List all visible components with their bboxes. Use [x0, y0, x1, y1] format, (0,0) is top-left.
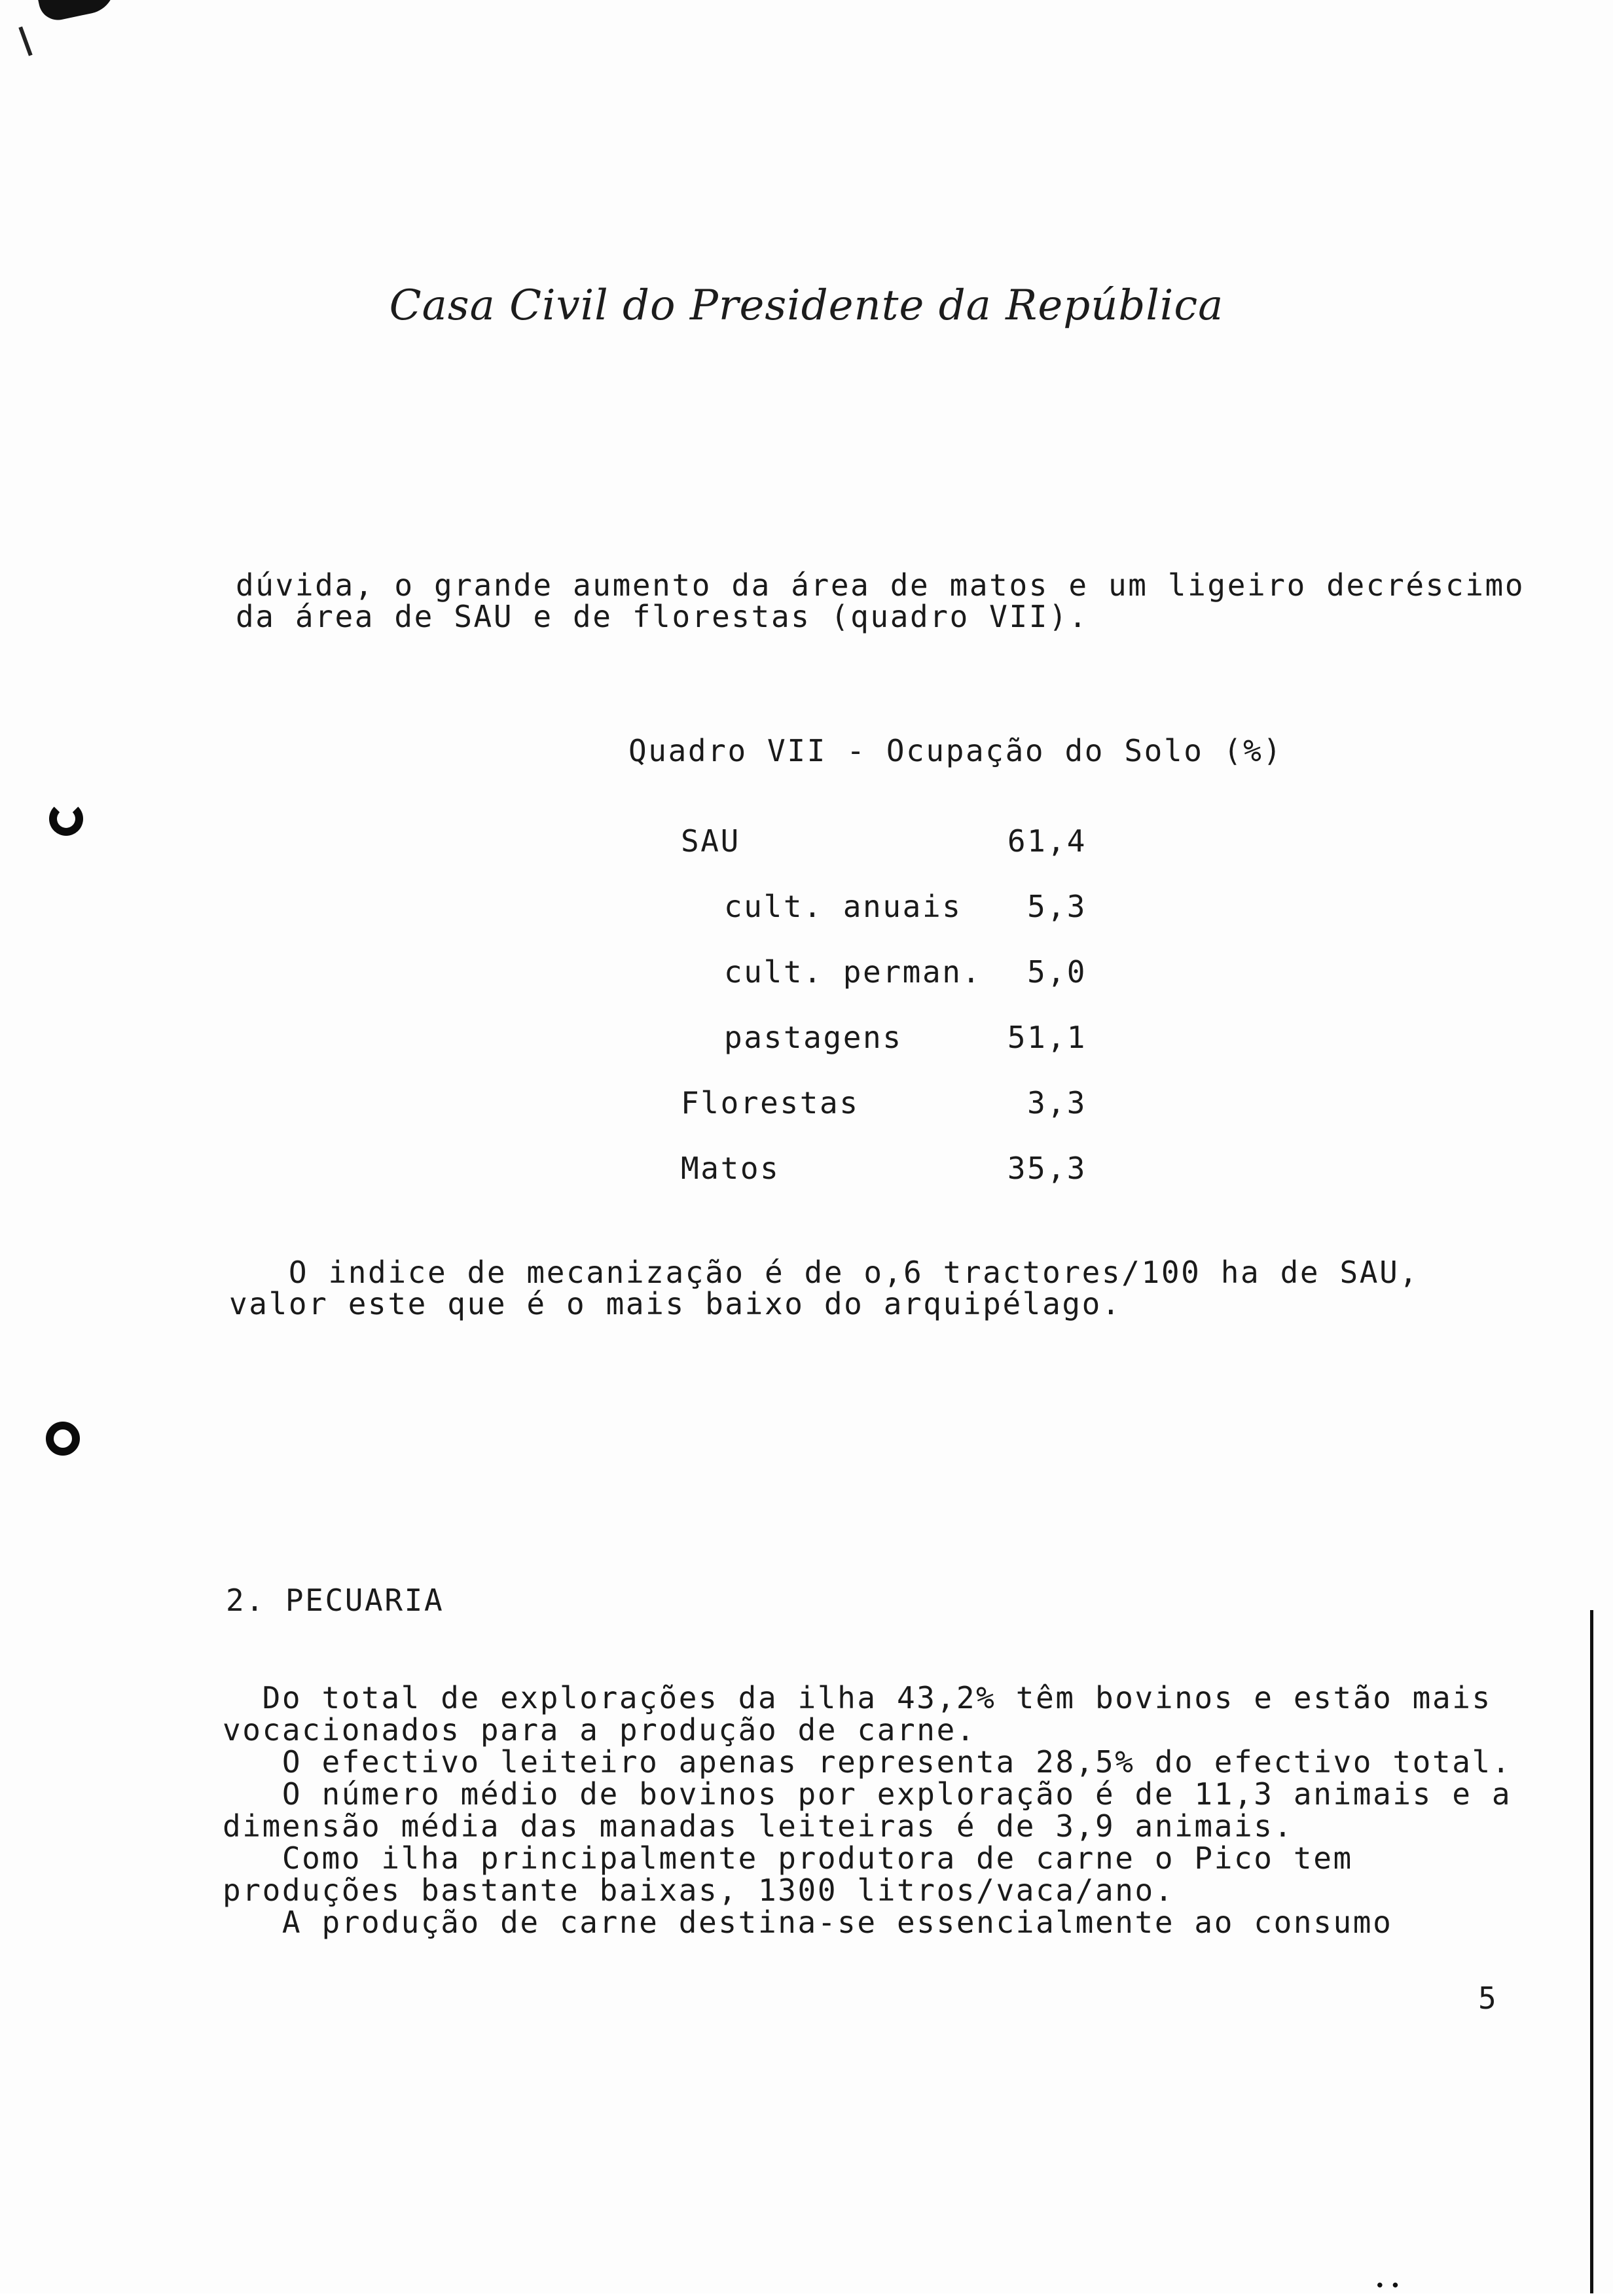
mechanization-paragraph	[229, 1257, 1419, 1319]
page-number: 5	[1478, 1981, 1496, 2016]
table-row	[681, 1085, 1087, 1151]
punch-hole-icon	[49, 802, 83, 836]
text-line: dimensão média das manadas leiteiras é de 3,9 animais.	[223, 1808, 1294, 1844]
land-use-table	[681, 823, 1087, 1216]
text-line: A produção de carne destina-se essencialmente ao consumo	[223, 1905, 1393, 1940]
table-row	[681, 1151, 1087, 1216]
row-value: 61,4	[1007, 823, 1087, 859]
row-value: 51,1	[1007, 1020, 1087, 1055]
table-row	[681, 823, 1087, 889]
text-line: O número médio de bovinos por exploração é de 11,3 animais e a	[223, 1776, 1512, 1812]
row-value: 35,3	[1007, 1151, 1087, 1186]
text-line: O efectivo leiteiro apenas representa 28,5% do efectivo total.	[223, 1744, 1512, 1780]
row-label: Florestas	[681, 1085, 860, 1121]
text-line: dúvida, o grande aumento da área de matos e um ligeiro decréscimo	[236, 567, 1525, 603]
table-row	[681, 889, 1087, 954]
text-line: Como ilha principalmente produtora de carne o Pico tem	[223, 1840, 1353, 1876]
row-label: Matos	[681, 1151, 780, 1186]
row-value: 5,3	[1027, 889, 1087, 924]
scan-dots: ••	[1375, 2276, 1406, 2296]
scan-smudge	[37, 0, 120, 24]
table-caption: Quadro VII - Ocupação do Solo (%)	[628, 733, 1283, 768]
text-line: da área de SAU e de florestas (quadro VII).	[236, 599, 1089, 634]
punch-hole-icon	[46, 1422, 80, 1456]
scan-mark	[18, 26, 32, 56]
letterhead: Casa Civil do Presidente da República	[389, 281, 1224, 330]
text-line: vocacionados para a produção de carne.	[223, 1712, 977, 1748]
page-edge-shadow	[1590, 1610, 1593, 2293]
table-row	[681, 1020, 1087, 1085]
text-line: Do total de explorações da ilha 43,2% têm bovinos e estão mais	[223, 1680, 1492, 1715]
pecuaria-paragraph	[223, 1682, 1512, 1939]
text-line: valor este que é o mais baixo do arquipélago.	[229, 1286, 1122, 1321]
row-label: pastagens	[724, 1020, 903, 1055]
row-label: cult. perman.	[724, 954, 982, 990]
section-heading: 2. PECUARIA	[226, 1583, 444, 1618]
intro-paragraph	[236, 569, 1525, 632]
text-line: produções bastante baixas, 1300 litros/vaca/ano.	[223, 1873, 1175, 1908]
row-label: cult. anuais	[724, 889, 962, 924]
table-row	[681, 954, 1087, 1020]
row-label: SAU	[681, 823, 740, 859]
text-line: O indice de mecanização é de o,6 tractores/100 ha de SAU,	[229, 1255, 1419, 1290]
row-value: 3,3	[1027, 1085, 1087, 1121]
row-value: 5,0	[1027, 954, 1087, 990]
